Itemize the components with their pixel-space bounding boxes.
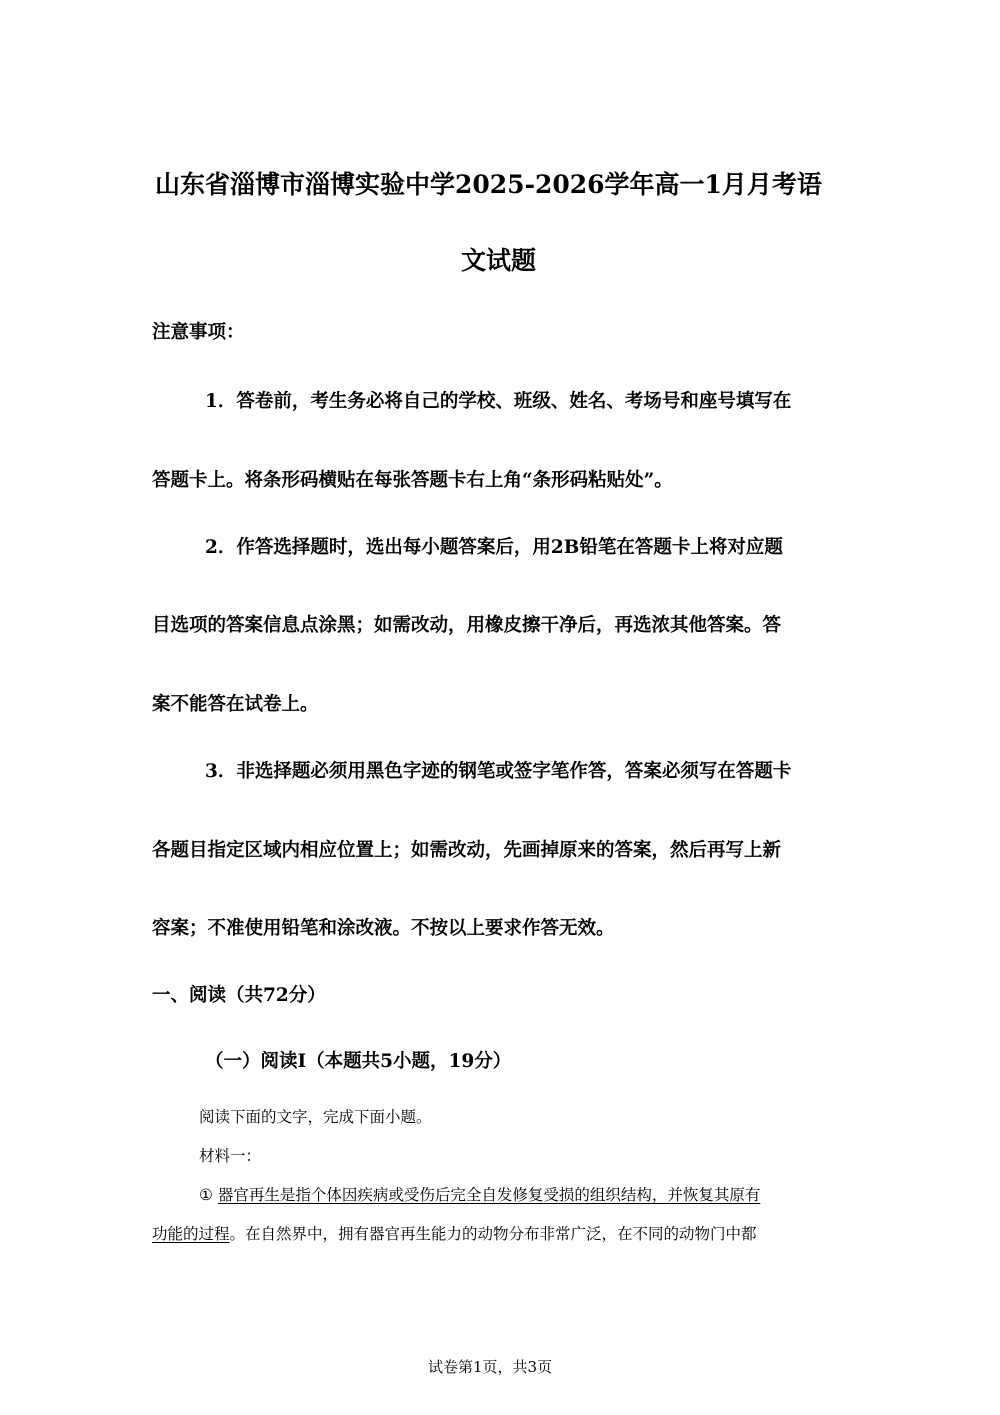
material-label: 材料一：: [199, 1147, 262, 1165]
notice-item-2-line-2: 目选项的答案信息点涂黑；如需改动，用橡皮擦干净后，再选浓其他答案。答: [152, 615, 782, 636]
notice-item-2-line-1: 2．作答选择题时，选出每小题答案后，用2B铅笔在答题卡上将对应题: [205, 537, 783, 558]
section-heading: 一、阅读（共72分）: [152, 985, 326, 1006]
reading-instruction: 阅读下面的文字，完成下面小题。: [199, 1108, 432, 1126]
notice-heading: 注意事项：: [152, 322, 245, 343]
notice-item-2-line-3: 案不能答在试卷上。: [152, 694, 319, 715]
paragraph-1-line-1: [199, 1184, 760, 1206]
notice-item-3-line-3: 容案；不准使用铅笔和涂改液。不按以上要求作答无效。: [152, 918, 615, 939]
paragraph-1-continuation: 。在自然界中，拥有器官再生能力的动物分布非常广泛，在不同的动物门中都: [229, 1225, 757, 1243]
paragraph-marker: ①: [199, 1186, 213, 1204]
notice-item-3-line-2: 各题目指定区域内相应位置上；如需改动，先画掉原来的答案，然后再写上新: [152, 840, 782, 861]
paragraph-1-line-2: [152, 1223, 757, 1245]
underlined-definition-part-2: 功能的过程: [152, 1225, 230, 1243]
document-title-line-1: 山东省淄博市淄博实验中学2025-2026学年高一1月月考语: [155, 170, 822, 199]
notice-item-1-line-2: 答题卡上。将条形码横贴在每张答题卡右上角“条形码粘贴处”。: [152, 470, 673, 491]
notice-item-1-line-1: 1．答卷前，考生务必将自己的学校、班级、姓名、考场号和座号填写在: [205, 391, 792, 412]
underlined-definition-part-1: 器官再生是指个体因疾病或受伤后完全自发修复受损的组织结构，并恢复其原有: [217, 1186, 761, 1204]
document-title-line-2: 文试题: [461, 246, 537, 275]
page-footer: 试卷第1页，共3页: [428, 1358, 553, 1376]
subsection-heading: （一）阅读I（本题共5小题，19分）: [205, 1051, 512, 1072]
notice-item-3-line-1: 3．非选择题必须用黑色字迹的钢笔或签字笔作答，答案必须写在答题卡: [205, 761, 792, 782]
